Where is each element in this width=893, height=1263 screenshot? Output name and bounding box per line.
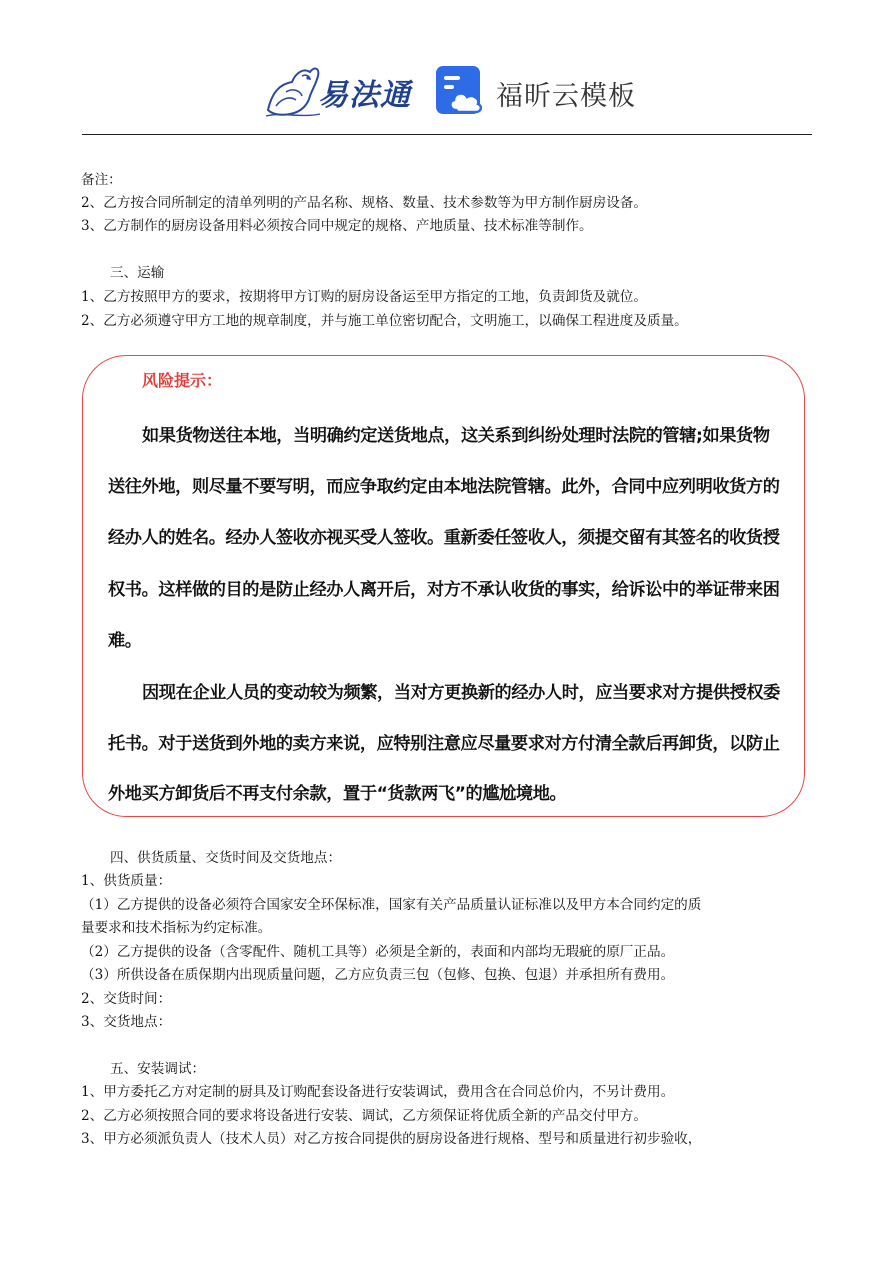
risk-text-line: 如果货物送往本地，当明确约定送货地点，这关系到纠纷处理时法院的管辖;如果货物 — [142, 426, 770, 446]
page-header — [0, 0, 893, 136]
risk-text-line: 外地买方卸货后不再支付余款，置于“货款两飞”的尴尬境地。 — [108, 784, 567, 804]
installation-item: 3、甲方必须派负责人（技术人员）对乙方按合同提供的厨房设备进行规格、型号和质量进行初步验收， — [81, 1131, 702, 1147]
installation-item: 2、乙方必须按照合同的要求将设备进行安装、调试，乙方须保证将优质全新的产品交付甲方。 — [81, 1108, 647, 1124]
supply-line: 量要求和技术指标为约定标准。 — [81, 920, 272, 936]
section-heading-supply: 四、供货质量、交货时间及交货地点： — [110, 850, 342, 866]
supply-line: （3）所供设备在质保期内出现质量问题，乙方应负责三包（包修、包换、包退）并承担所有费用。 — [81, 967, 675, 983]
section-heading-installation: 五、安装调试： — [110, 1061, 206, 1077]
logo-yifatong-text: 易法通 — [318, 78, 411, 113]
cloud-template-logo-icon — [436, 66, 484, 116]
supply-line: （1）乙方提供的设备必须符合国家安全环保标准，国家有关产品质量认证标准以及甲方本合同约定的质 — [81, 897, 702, 913]
notes-label: 备注： — [81, 172, 122, 188]
transport-item: 2、乙方必须遵守甲方工地的规章制度，并与施工单位密切配合，文明施工，以确保工程进度及质量。 — [81, 313, 688, 329]
supply-line: 3、交货地点： — [81, 1014, 172, 1030]
notes-item: 3、乙方制作的厨房设备用料必须按合同中规定的规格、产地质量、技术标准等制作。 — [81, 218, 593, 234]
section-heading-transport: 三、运输 — [110, 265, 165, 281]
risk-text-line: 权书。这样做的目的是防止经办人离开后，对方不承认收货的事实，给诉讼中的举证带来困 — [108, 580, 780, 600]
notes-item: 2、乙方按合同所制定的清单列明的产品名称、规格、数量、技术参数等为甲方制作厨房设备。 — [81, 195, 647, 211]
transport-item: 1、乙方按照甲方的要求，按期将甲方订购的厨房设备运至甲方指定的工地，负责卸货及就位。 — [81, 289, 647, 305]
risk-text-line: 因现在企业人员的变动较为频繁，当对方更换新的经办人时，应当要求对方提供授权委 — [142, 683, 780, 703]
supply-line: 2、交货时间： — [81, 991, 172, 1007]
risk-text-line: 托书。对于送货到外地的卖方来说，应特别注意应尽量要求对方付清全款后再卸货，以防止 — [108, 734, 780, 754]
supply-line: 1、供货质量： — [81, 873, 172, 889]
logo-fuxin-text: 福昕云模板 — [496, 81, 636, 112]
risk-title: 风险提示： — [142, 371, 223, 390]
installation-item: 1、甲方委托乙方对定制的厨具及订购配套设备进行安装调试，费用含在合同总价内，不另计费用。 — [81, 1084, 675, 1100]
header-divider — [82, 134, 812, 135]
supply-line: （2）乙方提供的设备（含零配件、随机工具等）必须是全新的，表面和内部均无瑕疵的原厂正品。 — [81, 944, 675, 960]
risk-text-line: 难。 — [108, 631, 142, 651]
risk-text-line: 送往外地，则尽量不要写明，而应争取约定由本地法院管辖。此外，合同中应列明收货方的 — [108, 477, 780, 497]
risk-text-line: 经办人的姓名。经办人签收亦视买受人签收。重新委任签收人，须提交留有其签名的收货授 — [108, 528, 780, 548]
